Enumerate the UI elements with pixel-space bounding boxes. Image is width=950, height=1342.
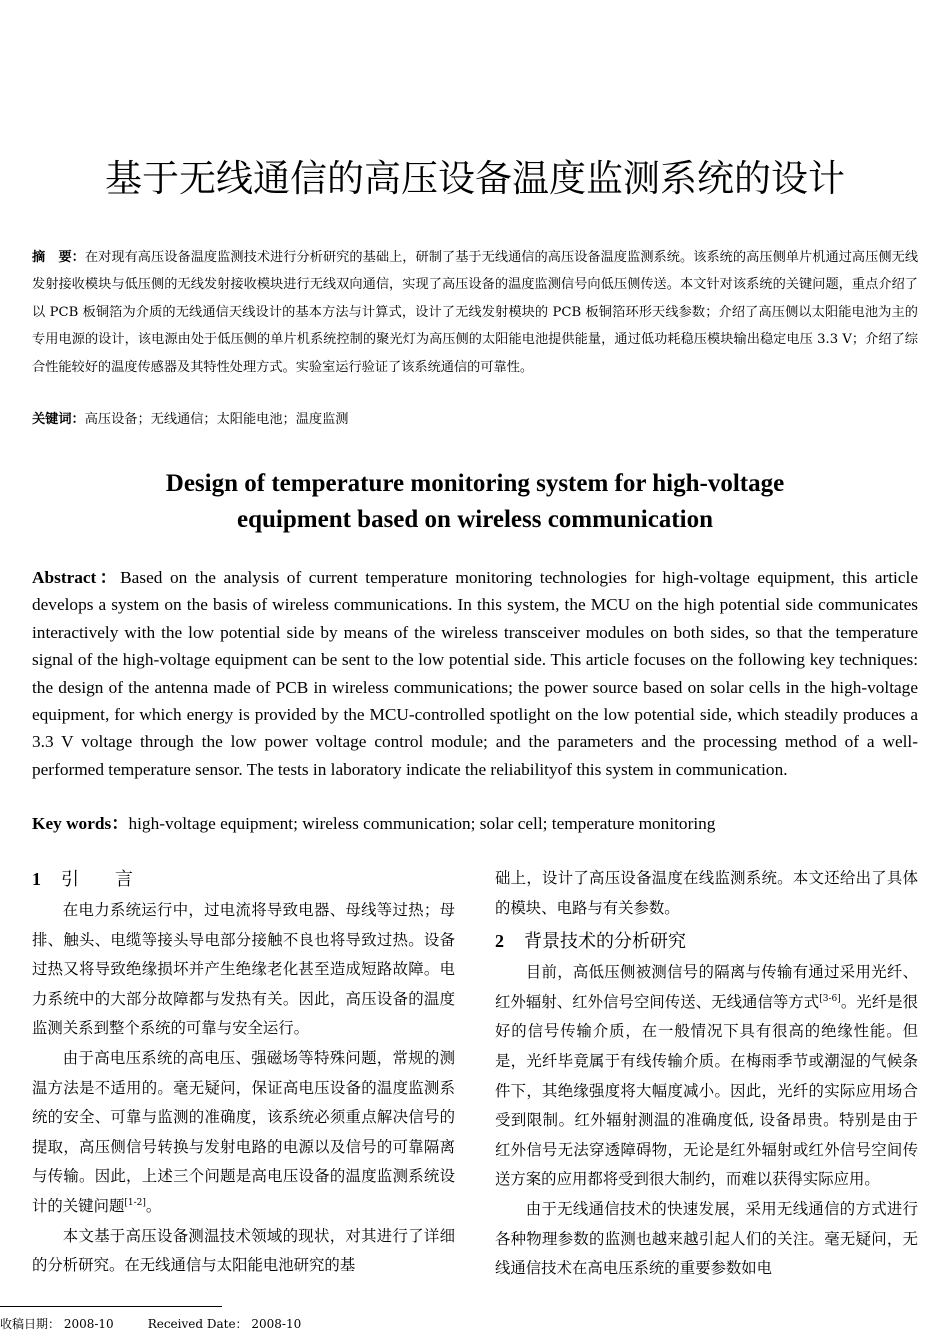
paper-title-en-line1: Design of temperature monitoring system for high-voltage — [165, 470, 785, 497]
section-1-paragraph-2-text: 由于高电压系统的高电压、强磁场等特殊问题，常规的测温方法是不适用的。毫无疑问，保证高电压设备的温度监测系统的安全、可靠与监测的准确度，该系统必须重点解决信号的提取，高压侧信号转换与发射电路的电源以及信号的可靠隔离与传输。因此，上述三个问题是高电压设备的温度监测系统设计的关键问题 — [32, 1048, 455, 1215]
section-1-paragraph-1: 在电力系统运行中，过电流将导致电器、母线等过热；母排、触头、电缆等接头导电部分接触不良也将导致过热。设备过热又将导致绝缘损坏并产生绝缘老化甚至造成短路故障。电力系统中的大部分故障都与发热有关。因此，高压设备的温度监测关系到整个系统的可靠与安全运行。 — [32, 901, 455, 1038]
abstract-en-text: Based on the analysis of current temperature monitoring technologies for high-voltage equipment, this article develops a system on the basis of wireless communications. In this system, the MCU on the high potential side communicates interactively with the low potential side by means of the wireless transceiver modules on both sides, so that the temperature signal of the high-voltage equipment can be sent to the low potential side. This article focuses on the following key techniques: the design of the antenna made of PCB in wireless communications; the power source based on solar cells in the high-voltage equipment, for which energy is provided by the MCU-controlled spotlight on the low potential side, which steadily produces a 3.3 V voltage through the low power voltage control module; and the parameters and the processing method of a well-performed temperature sensor. The tests in laboratory indicate the reliabilityof this system in communication. — [32, 568, 919, 779]
section-1-paragraph-2 — [32, 1044, 455, 1222]
footnote-received-en: Received Date： 2008-10 — [147, 1317, 302, 1331]
section-2-paragraph-1 — [495, 958, 918, 1195]
column-left — [32, 864, 455, 1281]
section-1-title: 引 言 — [61, 869, 133, 890]
abstract-cn — [32, 244, 918, 381]
section-1-paragraph-3: 本文基于高压设备测温技术领域的现状，对其进行了详细的分析研究。在无线通信与太阳能电池研究的基 — [32, 1226, 455, 1275]
paper-title-en-line2: equipment based on wireless communication — [237, 506, 713, 533]
footnote — [0, 1316, 301, 1332]
section-2-number: 2 — [495, 931, 504, 952]
abstract-en-label: Abstract： — [32, 568, 121, 587]
column-right — [495, 864, 918, 1284]
keywords-en — [32, 810, 918, 837]
section-1-number: 1 — [32, 869, 41, 889]
keywords-cn-label: 关键词： — [32, 412, 85, 427]
section-2-paragraph-2: 由于无线通信技术的快速发展，采用无线通信的方式进行各种物理参数的监测也越来越引起人们的关注。毫无疑问，无线通信技术在高电压系统的重要参数如电 — [495, 1199, 918, 1278]
section-1-heading — [32, 864, 455, 895]
abstract-cn-label: 摘 要： — [32, 250, 85, 265]
paper-title-en — [0, 466, 950, 538]
footnote-rule — [0, 1306, 222, 1307]
abstract-en — [32, 564, 918, 783]
keywords-cn-text: 高压设备；无线通信；太阳能电池；温度监测 — [84, 412, 349, 427]
section-1-paragraph-3-continued: 础上，设计了高压设备温度在线监测系统。本文还给出了具体的模块、电路与有关参数。 — [495, 869, 918, 917]
citation-3-6: [3-6] — [819, 993, 841, 1004]
footnote-received-cn: 收稿日期： 2008-10 — [0, 1317, 114, 1331]
section-2-heading — [495, 926, 918, 957]
section-1-paragraph-2-end: 。 — [145, 1196, 162, 1215]
keywords-en-text: high-voltage equipment; wireless communication; solar cell; temperature monitoring — [128, 814, 716, 833]
section-2-title: 背景技术的分析研究 — [524, 931, 686, 953]
section-2-paragraph-1-text-b: 。光纤是很好的信号传输介质，在一般情况下具有很高的绝缘性能。但是，光纤毕竟属于有线传输介质。在梅雨季节或潮湿的气候条件下，其绝缘强度将大幅度减小。因此，光纤的实际应用场合受到限制。红外辐射测温的准确度低, 设备昂贵。特别是由于红外信号无法穿透障碍物，无论是红外辐射或红外信号空间传送方案的应用都将受到很大制约，而难以获得实际应用。 — [495, 992, 918, 1189]
keywords-cn — [32, 406, 918, 433]
abstract-cn-text: 在对现有高压设备温度监测技术进行分析研究的基础上，研制了基于无线通信的高压设备温度监测系统。该系统的高压侧单片机通过高压侧无线发射接收模块与低压侧的无线发射接收模块进行无线双向通信，实现了高压设备的温度监测信号向低压侧传送。本文针对该系统的关键问题，重点介绍了以 PCB 板铜箔为介质的无线通信天线设计的基本方法与计算式，设计了无线发射模块的 PCB 板铜箔环形天线参数；介绍了高压侧以太阳能电池为主的专用电源的设计，该电源由处于低压侧的单片机系统控制的聚光灯为高压侧的太阳能电池提供能量，通过低功耗稳压模块输出稳定电压 3.3 V；介绍了综合性能较好的温度传感器及其特性处理方式。实验室运行验证了该系统通信的可靠性。 — [32, 250, 919, 375]
section-2-paragraph-1-text-a: 目前，高低压侧被测信号的隔离与传输有通过采用光纤、红外辐射、红外信号空间传送、无线通信等方式 — [495, 963, 918, 1011]
citation-1-2: [1-2] — [124, 1197, 146, 1208]
keywords-en-label: Key words： — [32, 814, 129, 833]
paper-title-cn: 基于无线通信的高压设备温度监测系统的设计 — [105, 157, 845, 200]
